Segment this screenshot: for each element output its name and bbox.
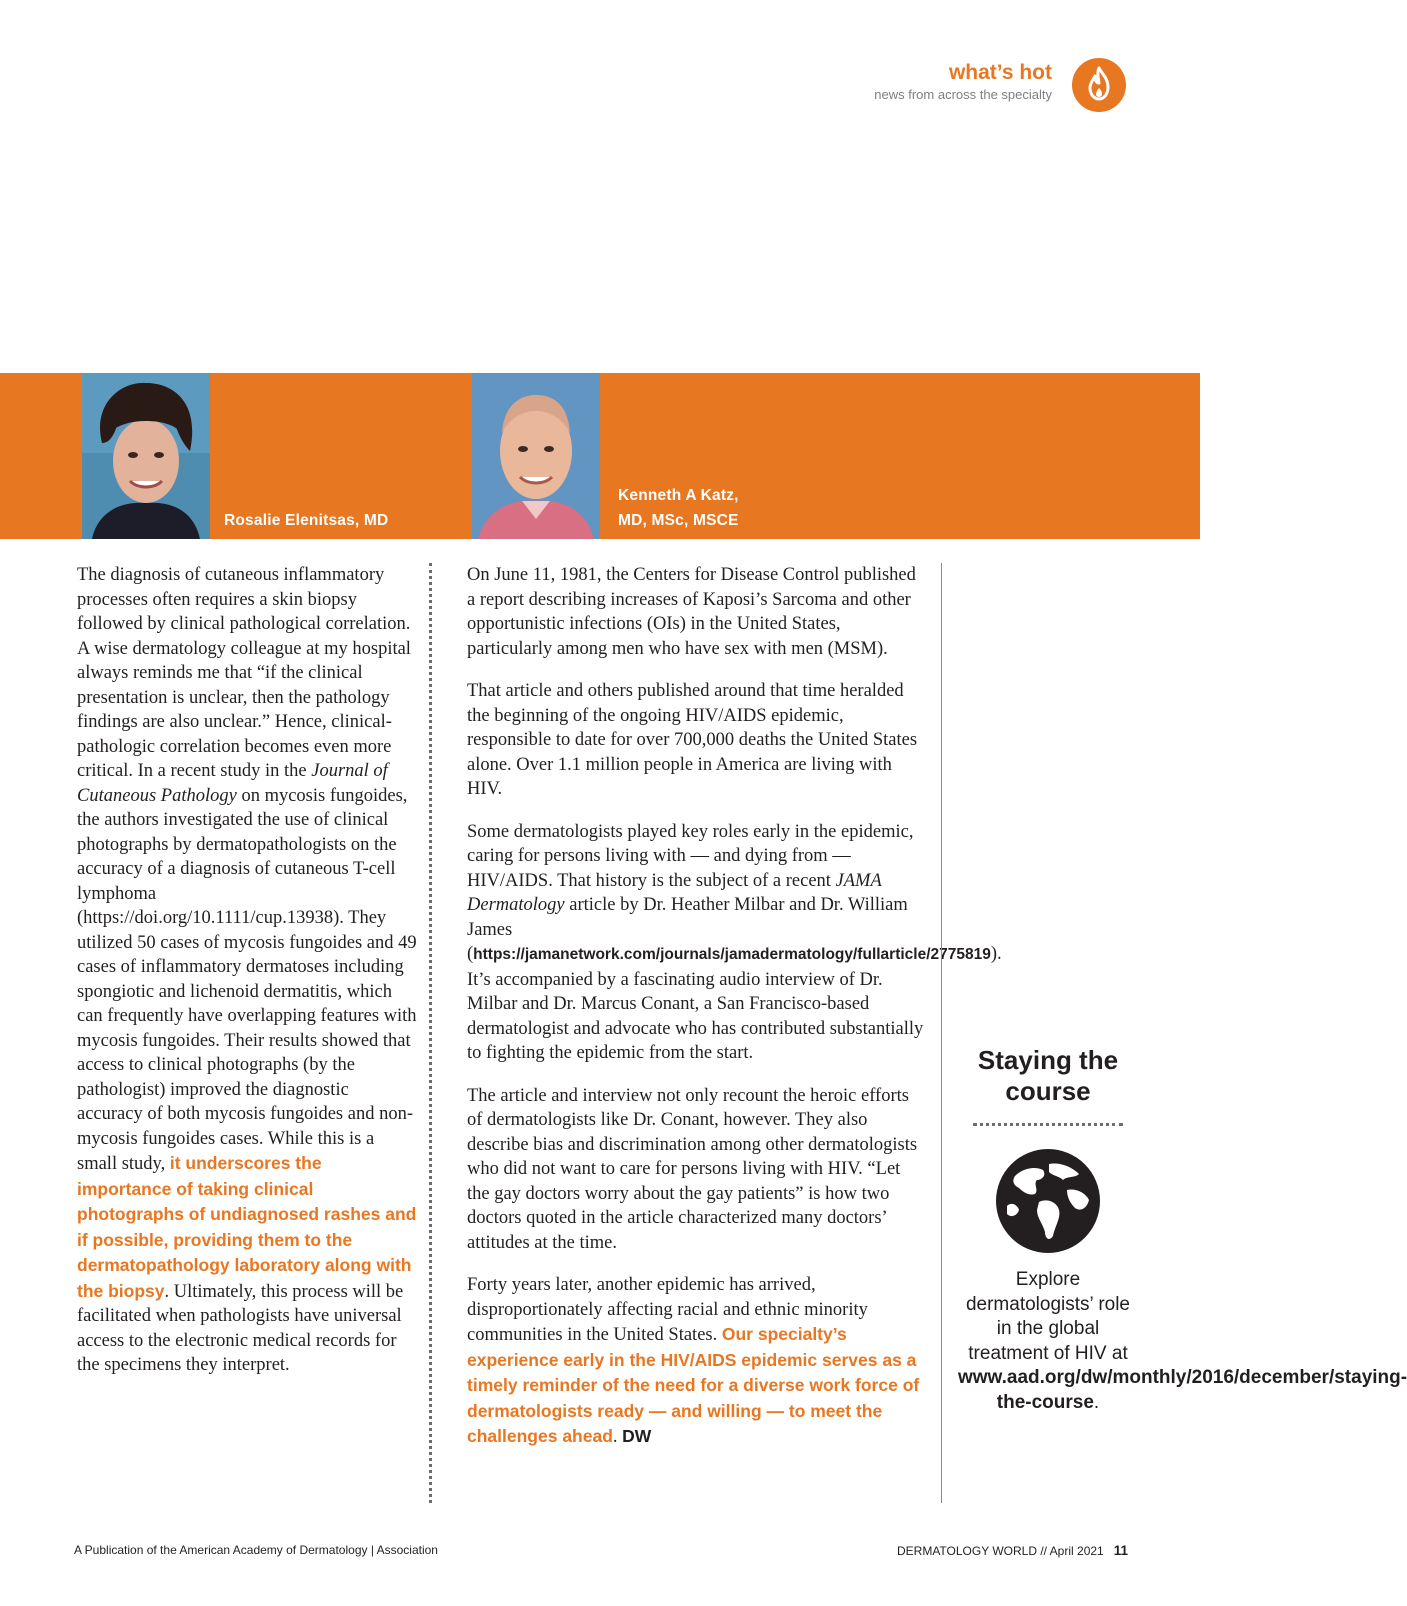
sidebar-divider [973,1123,1123,1126]
paragraph [77,563,417,1378]
article-link[interactable]: https://jamanetwork.com/journals/jamadermatology/fullarticle/2775819 [473,946,991,963]
sidebar-text [958,1268,1407,1415]
section-title: what’s hot [948,61,1052,84]
flame-icon [1072,58,1126,112]
journal-title: JAMA Dermatology [467,870,882,915]
column-divider-dotted [429,563,432,1503]
paragraph [467,820,1002,1066]
paragraph: The article and interview not only recount the heroic efforts of dermatologists like Dr. Conant, however. They also describe bias and discrimination among other dermatologists who did not want to care for persons living with HIV. “Let the gay doctors worry about the gay patients” is how two doctors quoted in the article characterized many doctors’ attitudes at the time. [467,1085,918,1253]
text-run: article by Dr. Heather Milbar and Dr. William James ( [467,895,908,964]
text-run: ). It’s accompanied by a fascinating audio interview of Dr. Milbar and Dr. Marcus Conant, a San Francisco-based dermatologist and advocate who has contributed substantially to fighting the epidemic from the start. [467,944,1002,1063]
paragraph [467,1273,927,1450]
author-name-katz [618,483,739,533]
text-run: . [1093,1391,1100,1413]
signature-mark: DW [622,1426,652,1446]
text-run: Forty years later, another epidemic has arrived, disproportionately affecting racial and ethnic minority communities in the United States. [467,1275,868,1345]
text-run: The diagnosis of cutaneous inflammatory processes often requires a skin biopsy followed by clinical pathological correlation. A wise dermatology colleague at my hospital always reminds me that “if the clinical presentation is unclear, then the pathology findings are also unclear.” Hence, clinical-pathologic correlation becomes even more critical. In a recent study in the [77,565,411,781]
highlight-quote: it underscores the importance of taking clinical photographs of undiagnosed rashes and if possible, providing them to the dermatopathology laboratory along with the biopsy [77,1153,417,1301]
text-run: on mycosis fungoides, the authors investigated the use of clinical photographs by dermatopathologists on the accuracy of a diagnosis of cutaneous T-cell lymphoma (https://doi.org/10.1111/cup.13938). They utilized 50 cases of mycosis fungoides and 49 cases of inflammatory dermatoses including spongiotic and lichenoid dermatitis, which can frequently have overlapping features with mycosis fungoides. Their results showed that access to clinical photographs (by the pathologist) improved the diagnostic accuracy of both mycosis fungoides and non-mycosis fungoides cases. While this is a small study, [77,785,417,1174]
text-run: Some dermatologists played key roles early in the epidemic, caring for persons living with — and dying from — HIV/AIDS. That history is the subject of a recent [467,821,914,891]
author-name-katz-line1: Kenneth A Katz, [618,487,739,504]
footer-issue: DERMATOLOGY WORLD // April 2021 [896,1544,1104,1558]
author-name-katz-line2: MD, MSc, MSCE [618,512,739,529]
sidebar-staying-the-course [958,1045,1407,1415]
author-photo-katz [472,373,600,539]
paragraph: That article and others published around that time heralded the beginning of the ongoing HIV/AIDS epidemic, responsible to date for over 700,000 deaths the United States alone. Over 1.1 million people in America are living with HIV. [467,681,918,799]
journal-title: Journal of Cutaneous Pathology [77,761,388,806]
highlight-quote: Our specialty’s experience early in the HIV/AIDS epidemic serves as a timely reminder of the need for a diverse work force of dermatologists ready — and willing — to meet the challenges ahead [467,1324,920,1446]
section-subtitle: news from across the specialty [874,87,1052,102]
section-header [874,60,1052,104]
sidebar-title: Staying the course [977,1045,1119,1106]
author-name-elenitsas: Rosalie Elenitsas, MD [224,512,389,529]
text-run: . Ultimately, this process will be facilitated when pathologists have universal access to the electronic medical records for the specimens they interpret. [77,1281,404,1375]
sidebar-link[interactable]: www.aad.org/dw/monthly/2016/december/staying-the-course [958,1367,1407,1413]
text-run: . [612,1427,623,1447]
column-divider-solid [941,563,942,1503]
text-run: Explore dermatologists’ role in the global treatment of HIV at [965,1269,1131,1364]
globe-icon [993,1146,1103,1256]
page-number: 11 [1113,1543,1128,1558]
column-elenitsas [77,563,417,1396]
footer-magazine [897,1543,1128,1558]
column-katz [467,563,1002,1468]
footer-publisher: A Publication of the American Academy of Dermatology | Association [74,1543,438,1557]
paragraph: On June 11, 1981, the Centers for Disease Control published a report describing increases of Kaposi’s Sarcoma and other opportunistic infections (OIs) in the United States, particularly among men who have sex with men (MSM). [467,565,916,659]
author-photo-elenitsas [82,373,210,539]
